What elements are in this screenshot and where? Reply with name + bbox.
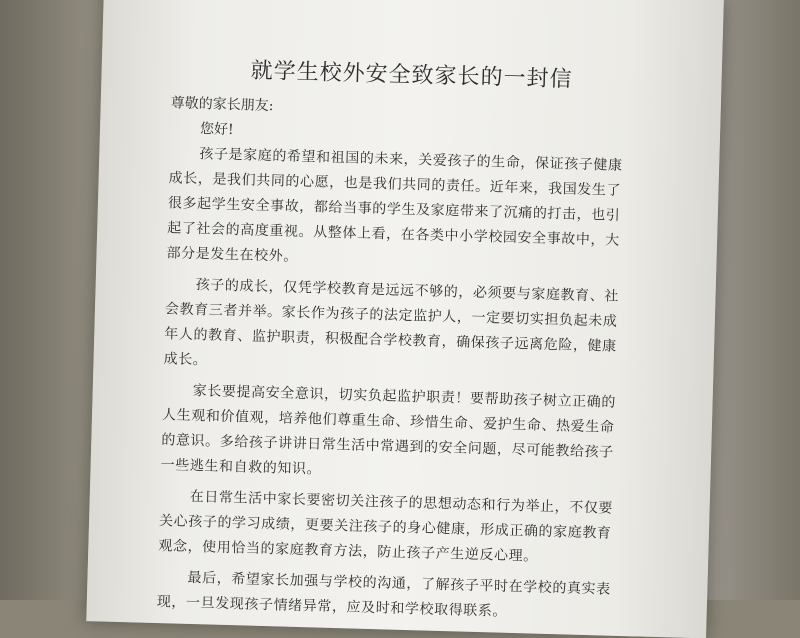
paragraph-line: 观念，使用恰当的家庭教育方法，防止孩子产生逆反心理。 — [158, 538, 539, 565]
paragraph-line: 一些逃生和自救的知识。 — [160, 457, 322, 478]
paragraph-line: 现，一旦发现孩子情绪异常，应及时和学校取得联系。 — [156, 594, 508, 620]
paragraph-line: 会教育三者并举。家长作为孩子的法定监护人，一定要切实担负起未成 — [164, 301, 618, 330]
paragraph-line: 关心孩子的学习成绩，更要关注孩子的身心健康，形成正确的家庭教育 — [158, 513, 612, 542]
paragraph-line: 的意识。多给孩子讲讲日常生活中常遇到的安全问题，尽可能教给孩子 — [161, 432, 614, 461]
paragraph-2 — [163, 272, 656, 386]
paragraph-line: 部分是发生在校外。 — [166, 245, 299, 265]
paragraph-line: 人生观和价值观，培养他们尊重生命、珍惜生命、爱护生命、热爱生命 — [161, 407, 615, 436]
letter-paper — [86, 0, 724, 638]
letter-title: 就学生校外安全致家长的一封信 — [250, 58, 573, 93]
paragraph-line: 家长要提高安全意识，切实负起监护职责！要帮助孩子树立正确的 — [192, 382, 617, 411]
paragraph-1 — [166, 141, 659, 280]
paragraph-4 — [158, 484, 650, 573]
letter-greeting: 尊敬的家长朋友: — [170, 95, 274, 115]
paragraph-line: 很多起学生安全事故，都给当事的学生及家庭带来了沉痛的打击，也引 — [167, 195, 621, 224]
paragraph-3 — [160, 378, 653, 492]
paragraph-line: 成长，是我们共同的心愿，也是我们共同的责任。近年来，我国发生了 — [168, 170, 622, 199]
letter-body — [156, 91, 661, 634]
paragraph-line: 最后，希望家长加强与学校的沟通，了解孩子平时在学校的真实表 — [187, 569, 611, 598]
paragraph-line: 成长。 — [163, 351, 208, 369]
letter-salutation: 您好! — [199, 121, 234, 139]
paragraph-line: 在日常生活中家长要密切关注孩子的思想动态和行为举止，不仅要 — [189, 488, 614, 517]
paragraph-line: 起了社会的高度重视。从整体上看，在各类中小学校园安全事故中，大 — [167, 220, 620, 249]
paragraph-5 — [156, 565, 647, 629]
paragraph-line: 孩子是家庭的希望和祖国的未来，关爱孩子的生命，保证孩子健康 — [199, 146, 623, 174]
paragraph-line: 孩子的成长，仅凭学校教育是远远不够的，必须要与家庭教育、社 — [195, 277, 620, 305]
paragraph-line: 年人的教育、监护职责，积极配合学校教育，确保孩子远离危险，健康 — [164, 326, 617, 355]
